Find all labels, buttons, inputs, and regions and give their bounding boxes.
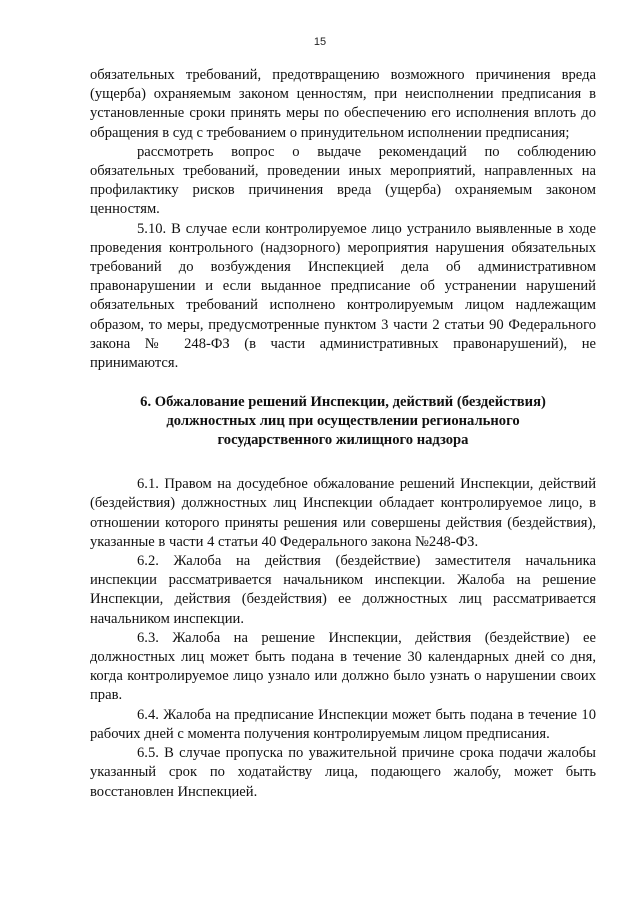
paragraph-consider: рассмотреть вопрос о выдаче рекомендаций по соблюдению обязательных требований, проведении иных мероприятий, направленных на профилактику рисков причинения вреда (ущерба) охраняемым законом ценностям. [90, 143, 596, 218]
paragraph-6-5: 6.5. В случае пропуска по уважительной причине срока подачи жалобы указанный срок по ходатайству лица, подающего жалобу, может быть восстановлен Инспекцией. [90, 745, 596, 800]
paragraph-6-2: 6.2. Жалоба на действия (бездействие) заместителя начальника инспекции рассматривается начальником инспекции. Жалоба на решение Инспекции, действия (бездействия) ее должностных лиц рассматривается начальником инспекции. [90, 553, 596, 627]
document-body [90, 66, 596, 802]
page-number: 15 [313, 36, 327, 48]
paragraph-5-10: 5.10. В случае если контролируемое лицо устранило выявленные в ходе проведения контрольного (надзорного) мероприятия нарушения обязательных требований до возбуждения Инспекцией дела об административном правонарушении и если выданное предписание об устранении нарушений обязательных требований исполнено контролируемым лицом надлежащим образом, то меры, предусмотренные пунктом 3 части 2 статьи 90 Федерального закона № 248-ФЗ (в части административных правонарушений), не принимаются. [90, 220, 596, 372]
paragraph-6-4: 6.4. Жалоба на предписание Инспекции может быть подана в течение 10 рабочих дней с момента получения контролируемым лицом предписания. [90, 706, 596, 742]
section-heading: 6. Обжалование решений Инспекции, действий (бездействия) должностных лиц при осуществлении регионального государственного жилищного надзора [140, 394, 546, 449]
paragraph-6-3: 6.3. Жалоба на решение Инспекции, действия (бездействие) ее должностных лиц может быть подана в течение 30 календарных дней со дня, когда контролируемое лицо узнало или должно было узнать о нарушении своих прав. [90, 629, 596, 704]
paragraph-6-1: 6.1. Правом на досудебное обжалование решений Инспекции, действий (бездействия) должностных лиц Инспекции обладает контролируемое лицо, в отношении которого приняты решения или совершены действия (бездействия), указанные в части 4 статьи 40 Федерального закона №248-ФЗ. [90, 476, 596, 550]
paragraph-continuation: обязательных требований, предотвращению возможного причинения вреда (ущерба) охраняемым законом ценностям, при неисполнении предписания в установленные сроки принять меры по обеспечению его исполнения вплоть до обращения в суд с требованием о принудительном исполнении предписания; [90, 67, 596, 141]
